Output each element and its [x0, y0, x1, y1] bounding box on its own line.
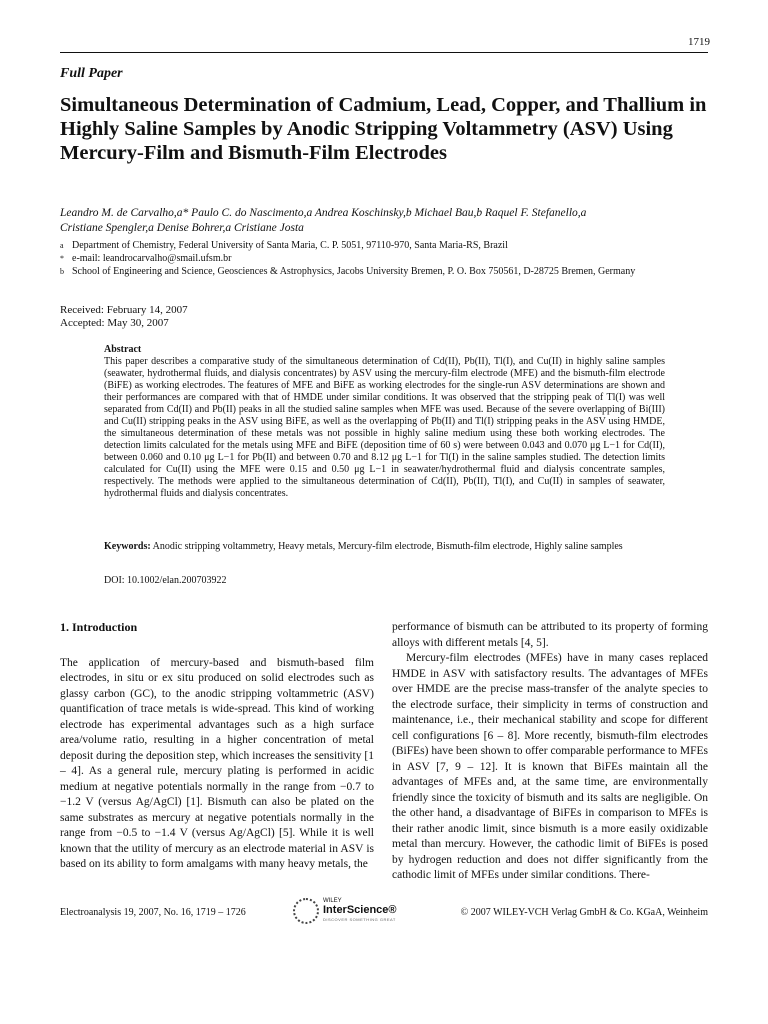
author-line-2: Cristiane Spengler,a Denise Bohrer,a Cristiane Josta [60, 222, 304, 234]
copyright: © 2007 WILEY-VCH Verlag GmbH & Co. KGaA, Weinheim [460, 907, 708, 918]
author-list [60, 206, 708, 236]
affiliation-a [60, 239, 708, 252]
abstract-text: This paper describes a comparative study of the simultaneous determination of Cd(II), Pb(II), Tl(I), and Cu(II) in highly saline samples (seawater, hydrothermal fluids, and dialysis concentrates) by ASV using the mercury-film electrode (MFE) and the bismuth-film electrode (BiFE) as working electrodes. The features of MFE and BiFE as working electrodes for the single-run ASV determinations are shown and their performances are compared with that of HMDE under similar conditions. It was observed that the stripping peak of Tl(I) was well separated from Cd(II) and Pb(II) peaks in all the studied saline samples when MFE was used. Because of the severe overlapping of Bi(III) and Cu(II) stripping peaks in the ASV using BiFE, as well as the overlapping of Pb(II) and Tl(I) stripping peaks in the ASV using HMDE, the simultaneous determination of these metals was not possible in highly saline medium using these both working electrodes. The detection limits calculated for the metals using MFE and BiFE (deposition time of 60 s) were between 0.043 and 0.070 μg L−1 for Cd(II), between 0.060 and 0.10 μg L−1 for Pb(II) and between 0.70 and 8.12 μg L−1 for Tl(I) in the saline samples studied. The detection limits calculated for Cu(II) using the MFE were 0.15 and 0.50 μg L−1 in seawater/hydrothermal fluid and dialysis concentrate samples, respectively. The methods were applied to the simultaneous determination of Cd(II), Pb(II), Tl(I), and Cu(II) in samples of seawater, hydrothermal fluids and dialysis concentrates. [104, 356, 665, 499]
body-paragraph: Mercury-film electrodes (MFEs) have in many cases replaced HMDE in ASV with satisfactory results. The advantages of MFEs over HMDE are the precise mass-transfer of the analyte species to the electrode surface, their simplicity in terms of construction and maintenance, i.e., their mechanical stability and scope for different cell configurations [6 – 8]. More recently, bismuth-film electrodes (BiFEs) have been shown to offer comparable performance to MFEs in ASV [7, 9 – 12]. It is known that BiFEs maintain all the advantages of MFEs and, at the same time, are environmentally friendly since the toxicity of bismuth and its salts are negligible. On the other hand, a disadvantage of BiFEs in comparison to MFEs is their rather anodic limit, since bismuth is a more easily oxidizable metal than mercury. However, the cathodic limit of BiFEs is posed by hydrogen reduction and does not differ significantly from the cathodic limit of MFEs under similar conditions. There- [392, 652, 708, 881]
affiliations [60, 239, 708, 278]
affiliation-mark: * [60, 254, 64, 263]
keywords [104, 541, 665, 553]
paper-title: Simultaneous Determination of Cadmium, Lead, Copper, and Thallium in Highly Saline Samples by Anodic Stripping Voltammetry (ASV) Using Mercury-Film and Bismuth-Film Electrodes [60, 94, 707, 164]
affiliation-b [60, 265, 708, 278]
logo-interscience: InterScience® [323, 904, 397, 916]
body-column-left [60, 620, 374, 873]
abstract-heading: Abstract [104, 344, 142, 355]
affiliation-text: Department of Chemistry, Federal University of Santa Maria, C. P. 5051, 97110-970, Santa Maria-RS, Brazil [72, 240, 508, 251]
wiley-globe-icon [293, 898, 319, 924]
publication-dates [60, 304, 188, 330]
affiliation-email [60, 252, 708, 265]
keywords-text: Anodic stripping voltammetry, Heavy metals, Mercury-film electrode, Bismuth-film electrode, Highly saline samples [152, 541, 623, 552]
doi[interactable]: DOI: 10.1002/elan.200703922 [104, 575, 227, 586]
logo-wiley: WILEY [323, 898, 342, 904]
journal-citation: Electroanalysis 19, 2007, No. 16, 1719 – 1726 [60, 907, 246, 918]
logo-text [323, 897, 397, 924]
section-heading-introduction: 1. Introduction [60, 620, 138, 634]
email-text[interactable]: e-mail: leandrocarvalho@smail.ufsm.br [72, 253, 232, 264]
body-column-right [392, 620, 708, 884]
interscience-logo [293, 897, 397, 924]
author-line-1: Leandro M. de Carvalho,a* Paulo C. do Nascimento,a Andrea Koschinsky,b Michael Bau,b Raquel F. Stefanello,a [60, 207, 587, 219]
received-date: Received: February 14, 2007 [60, 304, 188, 316]
header-rule [60, 52, 708, 53]
accepted-date: Accepted: May 30, 2007 [60, 317, 169, 329]
logo-tagline: DISCOVER SOMETHING GREAT [323, 917, 396, 922]
page-number: 1719 [688, 36, 710, 48]
affiliation-mark: a [60, 241, 64, 250]
affiliation-text: School of Engineering and Science, Geosciences & Astrophysics, Jacobs University Bremen, P. O. Box 750561, D-28725 Bremen, Germany [72, 266, 636, 277]
abstract [104, 344, 665, 500]
body-paragraph: performance of bismuth can be attributed to its property of forming alloys with different metals [4, 5]. [392, 621, 708, 649]
keywords-label: Keywords: [104, 541, 151, 552]
article-type: Full Paper [60, 66, 123, 81]
affiliation-mark: b [60, 267, 64, 276]
body-paragraph: The application of mercury-based and bismuth-based film electrodes, in situ or ex situ produced on solid electrodes such as glassy carbon (GC), to the anodic stripping voltammetric (ASV) quantification of trace metals is wide-spread. This kind of working electrode has experimental advantages such as a high surface area/volume ratio, resulting in a higher concentration of metal deposit during the deposition step, which increases the sensitivity [1 – 4]. As a general rule, mercury plating is performed in acidic medium at negative potentials normally in the range from −0.7 to −1.2 V (versus Ag/AgCl) [1]. Bismuth can also be plated on the same substrates as mercury at negative potentials normally in the range from −0.5 to −1.4 V (versus Ag/AgCl) [5]. While it is well known that the utility of mercury as an electrode material in ASV is based on its ability to form amalgams with many heavy metals, the [60, 656, 374, 870]
